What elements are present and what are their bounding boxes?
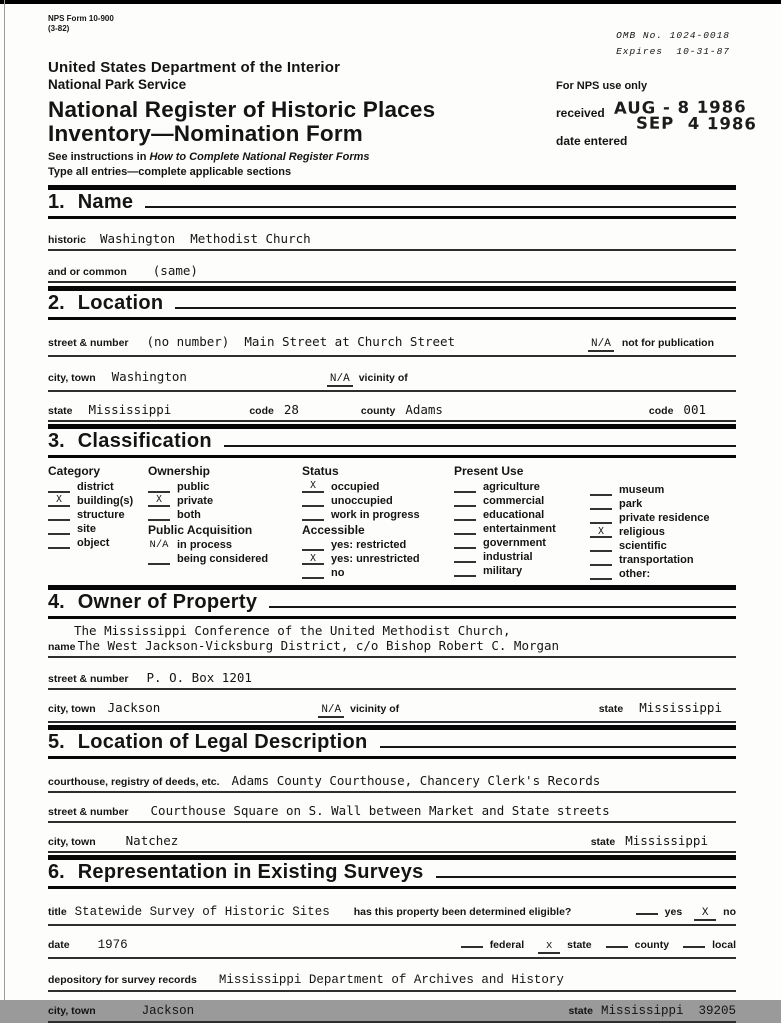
omb-expires: Expires 10-31-87: [616, 46, 730, 58]
section-title: Name: [77, 191, 134, 214]
owner-name-line1: The Mississippi Conference of the United Methodist Church,: [74, 623, 511, 639]
form-revision: (3-82): [48, 24, 70, 34]
option-label: unoccupied: [331, 494, 393, 507]
checkbox-line: [302, 540, 324, 552]
checkbox-line: [302, 568, 324, 580]
depository-row: [48, 973, 736, 992]
option-label: private residence: [619, 512, 710, 525]
street-value: (no number) Main Street at Church Street: [146, 334, 456, 350]
county-label: county: [360, 405, 396, 418]
option-label: site: [77, 522, 96, 535]
option-label: yes: unrestricted: [331, 553, 420, 566]
vicinity-na: N/A: [327, 373, 353, 387]
ownership-column: [148, 465, 302, 580]
checkbox-line: [48, 481, 70, 493]
section-title: Location: [77, 292, 164, 315]
date-label: date: [48, 939, 70, 952]
option-being-considered: [148, 553, 302, 566]
option-commercial: [454, 494, 590, 507]
option-work-in-progress: [302, 508, 454, 521]
option-label: agriculture: [483, 480, 540, 493]
state-value: Mississippi: [88, 402, 172, 418]
state-label: state: [598, 703, 624, 716]
option-label: object: [77, 536, 110, 549]
option-label: building(s): [77, 494, 134, 507]
checkbox-line: [454, 495, 476, 507]
historic-name-row: [48, 231, 736, 251]
option-no: [302, 567, 454, 580]
section-title: Representation in Existing Surveys: [77, 861, 424, 884]
city-town-row: [48, 369, 736, 392]
option-other: [590, 568, 736, 581]
option-label: other:: [619, 568, 651, 581]
header-rule: [436, 876, 736, 878]
option-scientific: [590, 540, 736, 553]
category-header: Category: [48, 464, 101, 479]
checkbox-line: [148, 509, 170, 521]
survey-city-row: [48, 1004, 736, 1023]
option-label: transportation: [619, 554, 694, 567]
section-number: 2.: [48, 292, 65, 315]
option-private-residence: [590, 512, 736, 525]
ownership-header: Ownership: [148, 464, 211, 479]
option-label: in process: [177, 539, 233, 552]
received-date-stamp: AUG - 8 1986: [613, 97, 747, 118]
not-for-publication-na: N/A: [588, 338, 614, 352]
checkbox-line: X: [590, 527, 612, 539]
no-label: no: [723, 906, 736, 919]
instructions-prefix: See instructions in: [48, 151, 150, 164]
checkbox-line: X: [48, 495, 70, 507]
section-header-location: [48, 286, 736, 320]
state-label: state: [590, 836, 616, 849]
section-title: Owner of Property: [77, 591, 258, 614]
owner-city-row: [48, 700, 736, 723]
survey-date-row: [48, 936, 736, 959]
city-label: city, town: [48, 1005, 96, 1018]
section-title: Classification: [77, 430, 212, 453]
federal-label: federal: [489, 939, 525, 952]
form-content: [48, 4, 757, 1023]
option-label: structure: [77, 508, 125, 521]
title-value: Statewide Survey of Historic Sites: [74, 905, 330, 920]
checkbox-line: [302, 509, 324, 521]
option-label: park: [619, 498, 643, 511]
vicinity-label: vicinity of: [350, 703, 400, 716]
category-column: [48, 465, 148, 580]
code-label: code: [249, 405, 274, 418]
state-value: Mississippi 39205: [600, 1004, 736, 1019]
nps-use-box: [556, 80, 757, 160]
section-number: 5.: [48, 731, 65, 754]
option-agriculture: [454, 480, 590, 493]
received-label: received: [556, 106, 605, 120]
status-header: Status: [302, 464, 339, 479]
option-label: military: [483, 564, 523, 577]
option-label: both: [177, 508, 201, 521]
instructions-manual-title: How to Complete National Register Forms: [149, 151, 370, 164]
option-label: work in progress: [331, 508, 420, 521]
code2-label: code: [648, 405, 674, 418]
header-rule: [224, 445, 736, 447]
owner-name-row: [48, 638, 736, 658]
option-private: [148, 494, 302, 507]
depository-label: depository for survey records: [48, 974, 197, 987]
section-header-owner: [48, 585, 736, 619]
omb-number: OMB No. 1024-0018: [616, 30, 730, 41]
checkbox-line: [590, 569, 612, 581]
courthouse-label: courthouse, registry of deeds, etc.: [48, 776, 220, 789]
option-label: being considered: [177, 553, 269, 566]
na-mark: N/A: [149, 539, 169, 552]
section-number: 6.: [48, 861, 65, 884]
yes-label: yes: [664, 906, 683, 919]
department-title: United States Department of the Interior: [48, 58, 341, 76]
checkbox-line: [590, 541, 612, 553]
local-checkbox-line: [683, 936, 705, 948]
street-label: street & number: [48, 337, 129, 350]
checkbox-line: [454, 565, 476, 577]
option-label: educational: [483, 508, 545, 521]
option-label: industrial: [483, 550, 533, 563]
present-use-header: Present Use: [454, 464, 524, 479]
scan-edge-left: [4, 0, 5, 1000]
checkbox-line: [48, 509, 70, 521]
header-rule: [175, 307, 736, 309]
option-label: museum: [619, 484, 665, 497]
common-name-row: [48, 263, 736, 283]
title-label: title: [48, 906, 67, 919]
legal-street-row: [48, 803, 736, 823]
section-number: 3.: [48, 430, 65, 453]
vicinity-label: vicinity of: [358, 372, 408, 385]
option-label: no: [331, 567, 345, 580]
option-military: [454, 564, 590, 577]
header-rule: [145, 206, 736, 208]
section-header-name: [48, 185, 736, 219]
accessible-header: Accessible: [302, 522, 365, 537]
omb-block: [616, 28, 730, 60]
code2-value: 001: [683, 402, 706, 418]
instructions-line2: Type all entries—complete applicable sections: [48, 165, 292, 178]
county-checkbox-line: [606, 936, 628, 948]
option-district: [48, 480, 148, 493]
option-label: occupied: [331, 480, 380, 493]
street-value: P. O. Box 1201: [146, 670, 252, 686]
checkbox-line: [454, 523, 476, 535]
option-object: [48, 536, 148, 549]
name-label: name: [48, 641, 76, 654]
option-label: public: [177, 480, 210, 493]
city-label: city, town: [48, 836, 96, 849]
not-for-publication-label: not for publication: [621, 337, 714, 350]
section-title: Location of Legal Description: [77, 731, 368, 754]
section-header-surveys: [48, 855, 736, 889]
option-label: district: [77, 480, 114, 493]
common-label: and or common: [48, 266, 127, 279]
header-rule: [269, 606, 736, 608]
depository-value: Mississippi Department of Archives and History: [218, 973, 564, 988]
option-occupied: [302, 480, 454, 493]
option-buildings: [48, 494, 148, 507]
federal-checkbox-line: [461, 936, 483, 948]
option-label: private: [177, 494, 214, 507]
city-value: Jackson: [141, 1004, 195, 1019]
header-rule: [380, 746, 736, 748]
no-checkbox-line: X: [694, 909, 716, 921]
courthouse-value: Adams County Courthouse, Chancery Clerk's Records: [231, 773, 601, 789]
option-label: commercial: [483, 494, 545, 507]
present-use-column1: [454, 465, 590, 580]
checkbox-line: [302, 495, 324, 507]
option-entertainment: [454, 522, 590, 535]
historic-value: Washington Methodist Church: [99, 231, 311, 247]
common-value: (same): [152, 263, 198, 279]
owner-street-row: [48, 670, 736, 690]
city-label: city, town: [48, 703, 96, 716]
public-acquisition-header: Public Acquisition: [148, 522, 253, 537]
nps-use-header: For NPS use only: [556, 80, 648, 92]
street-value: Courthouse Square on S. Wall between Market and State streets: [150, 803, 610, 819]
option-unoccupied: [302, 494, 454, 507]
state-checkbox-line: x: [538, 942, 560, 954]
street-label: street & number: [48, 673, 129, 686]
historic-label: historic: [48, 234, 86, 247]
checkbox-line: X: [302, 554, 324, 566]
checkbox-line: X: [302, 481, 324, 493]
section-number: 1.: [48, 191, 65, 214]
name-value: The West Jackson-Vicksburg District, c/o Bishop Robert C. Morgan: [77, 638, 560, 654]
city-value: Natchez: [125, 833, 179, 849]
section-header-legal: [48, 725, 736, 759]
checkbox-line: X: [148, 495, 170, 507]
state-county-row: [48, 402, 736, 422]
checkbox-line: [590, 513, 612, 525]
date-value: 1976: [97, 938, 128, 953]
code-value: 28: [283, 402, 299, 418]
form-title-line1: National Register of Historic Places: [48, 96, 436, 122]
checkbox-line: [454, 551, 476, 563]
state-value: Mississippi: [639, 700, 722, 716]
status-column: [302, 465, 454, 580]
option-educational: [454, 508, 590, 521]
county-label: county: [634, 939, 670, 952]
date-entered-stamp: SEP 4 1986: [635, 113, 757, 134]
option-transportation: [590, 554, 736, 567]
city-label: city, town: [48, 372, 96, 385]
checkbox-line: [48, 523, 70, 535]
vicinity-na: N/A: [318, 704, 344, 718]
option-label: government: [483, 536, 546, 549]
option-label: yes: restricted: [331, 539, 407, 552]
checkbox-line: [454, 481, 476, 493]
checkbox-line: [590, 485, 612, 497]
agency-title: National Park Service: [48, 76, 187, 92]
yes-checkbox-line: [636, 903, 658, 915]
form-title-line2: Inventory—Nomination Form: [48, 120, 364, 146]
form-number: NPS Form 10-900: [48, 14, 114, 23]
present-use-column2: [590, 465, 736, 580]
eligible-question: has this property been determined eligible?: [353, 906, 572, 919]
option-government: [454, 536, 590, 549]
option-public: [148, 480, 302, 493]
option-label: entertainment: [483, 522, 556, 535]
option-in-process: [148, 539, 302, 552]
checkbox-line: [148, 554, 170, 566]
survey-title-row: [48, 903, 736, 926]
street-number-row: [48, 334, 736, 357]
option-both: [148, 508, 302, 521]
city-value: Jackson: [107, 700, 161, 716]
checkbox-line: [454, 537, 476, 549]
option-structure: [48, 508, 148, 521]
checkbox-line: [590, 499, 612, 511]
section-header-classification: [48, 424, 736, 458]
city-value: Washington: [111, 369, 187, 385]
option-park: [590, 498, 736, 511]
state-label: state: [48, 405, 73, 418]
date-entered-label: date entered: [556, 134, 628, 148]
legal-city-row: [48, 833, 736, 853]
option-industrial: [454, 550, 590, 563]
option-yes-restricted: [302, 539, 454, 552]
option-label: scientific: [619, 540, 667, 553]
local-label: local: [712, 939, 736, 952]
courthouse-row: [48, 773, 736, 793]
state-label: state: [568, 1005, 593, 1018]
checkbox-line: [148, 481, 170, 493]
option-museum: [590, 484, 736, 497]
section-number: 4.: [48, 591, 65, 614]
option-label: religious: [619, 526, 665, 539]
checkbox-line: [454, 509, 476, 521]
street-label: street & number: [48, 806, 129, 819]
state-value: Mississippi: [625, 833, 708, 849]
option-site: [48, 522, 148, 535]
checkbox-line: [590, 555, 612, 567]
classification-grid: [48, 465, 736, 585]
option-yes-unrestricted: [302, 553, 454, 566]
option-religious: [590, 526, 736, 539]
state-option-label: state: [567, 939, 592, 952]
checkbox-line: [48, 537, 70, 549]
county-value: Adams: [405, 402, 443, 418]
